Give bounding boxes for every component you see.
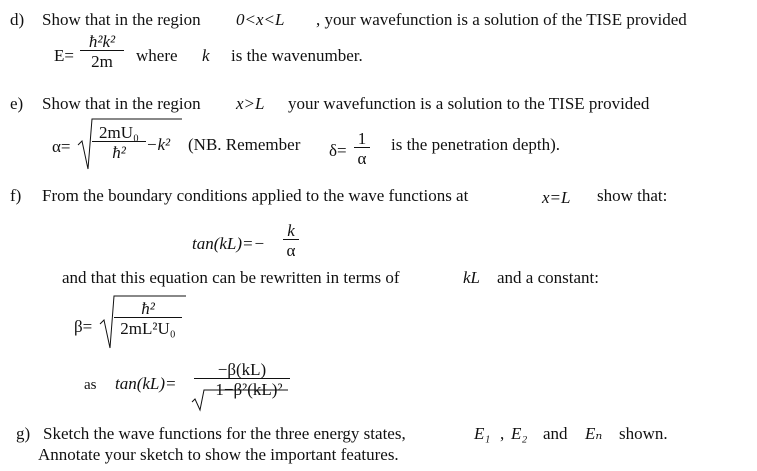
e-sqrt-fraction — [92, 124, 146, 161]
d-energy-numerator: ħ²k² — [88, 32, 116, 51]
g-and: and — [543, 424, 568, 443]
label-g: g) — [16, 424, 31, 443]
f-rewrite-kL: kL — [463, 268, 480, 287]
f-beta-lhs: β= — [74, 317, 93, 336]
f-tan-fraction — [283, 222, 299, 259]
f-as: as — [84, 377, 97, 393]
label-d: d) — [10, 10, 25, 29]
g-E2: E₂ — [511, 424, 528, 443]
e-minus-k2: −k² — [146, 135, 171, 154]
f-tan2-denominator: 1−β²(kL)² — [194, 378, 290, 398]
d-where: where — [136, 46, 178, 65]
d-tail: is the wavenumber. — [231, 46, 363, 65]
e-text-a: Show that in the region — [42, 94, 201, 113]
f-at: x=L — [542, 188, 571, 207]
f-tan2-numerator: −β(kL) — [217, 360, 267, 379]
f-text-a: From the boundary conditions applied to the wave functions at — [42, 186, 469, 205]
f-rewrite-b: and a constant: — [497, 268, 599, 287]
f-tan-numerator: k — [287, 221, 295, 240]
d-energy-denominator: 2m — [80, 50, 124, 70]
e-sqrt-numerator: 2mU₀ — [99, 123, 139, 142]
e-delta-denominator: α — [354, 147, 370, 167]
e-tail: is the penetration depth). — [391, 135, 561, 154]
g-text-b: shown. — [619, 424, 668, 443]
e-alpha-lhs: α= — [52, 137, 71, 156]
e-delta-lhs: δ= — [329, 141, 347, 160]
g-text-a: Sketch the wave functions for the three energy states, — [43, 424, 406, 443]
f-tan-lhs: tan(kL)=− — [192, 234, 265, 253]
g-comma: , — [500, 424, 505, 443]
f-beta-numerator: ħ² — [141, 299, 155, 318]
d-region: 0<x<L — [236, 10, 285, 29]
g-line2: Annotate your sketch to show the important features. — [38, 445, 399, 464]
f-text-b: show that: — [597, 186, 668, 205]
e-delta-fraction — [354, 130, 370, 167]
f-beta-denominator: 2mL²U₀ — [114, 317, 182, 337]
e-region: x>L — [236, 94, 265, 113]
f-tan2-fraction — [194, 361, 290, 398]
f-beta-fraction — [114, 300, 182, 337]
e-delta-numerator: 1 — [357, 129, 367, 148]
g-En: Eₙ — [585, 424, 603, 443]
f-rewrite-a: and that this equation can be rewritten in terms of — [62, 268, 400, 287]
e-nb: (NB. Remember — [188, 135, 301, 154]
d-energy-lhs: E= — [54, 46, 74, 65]
d-energy-fraction — [80, 33, 124, 70]
d-text-a: Show that in the region — [42, 10, 201, 29]
d-text-b: , your wavefunction is a solution of the TISE provided — [316, 10, 687, 29]
label-e: e) — [10, 94, 24, 113]
e-sqrt-denominator: ħ² — [92, 141, 146, 161]
label-f: f) — [10, 186, 22, 205]
d-k: k — [202, 46, 210, 65]
e-text-b: your wavefunction is a solution to the TISE provided — [288, 94, 650, 113]
f-tan-denominator: α — [283, 239, 299, 259]
f-tan2-lhs: tan(kL)= — [115, 374, 177, 393]
g-E1: E₁ — [474, 424, 491, 443]
